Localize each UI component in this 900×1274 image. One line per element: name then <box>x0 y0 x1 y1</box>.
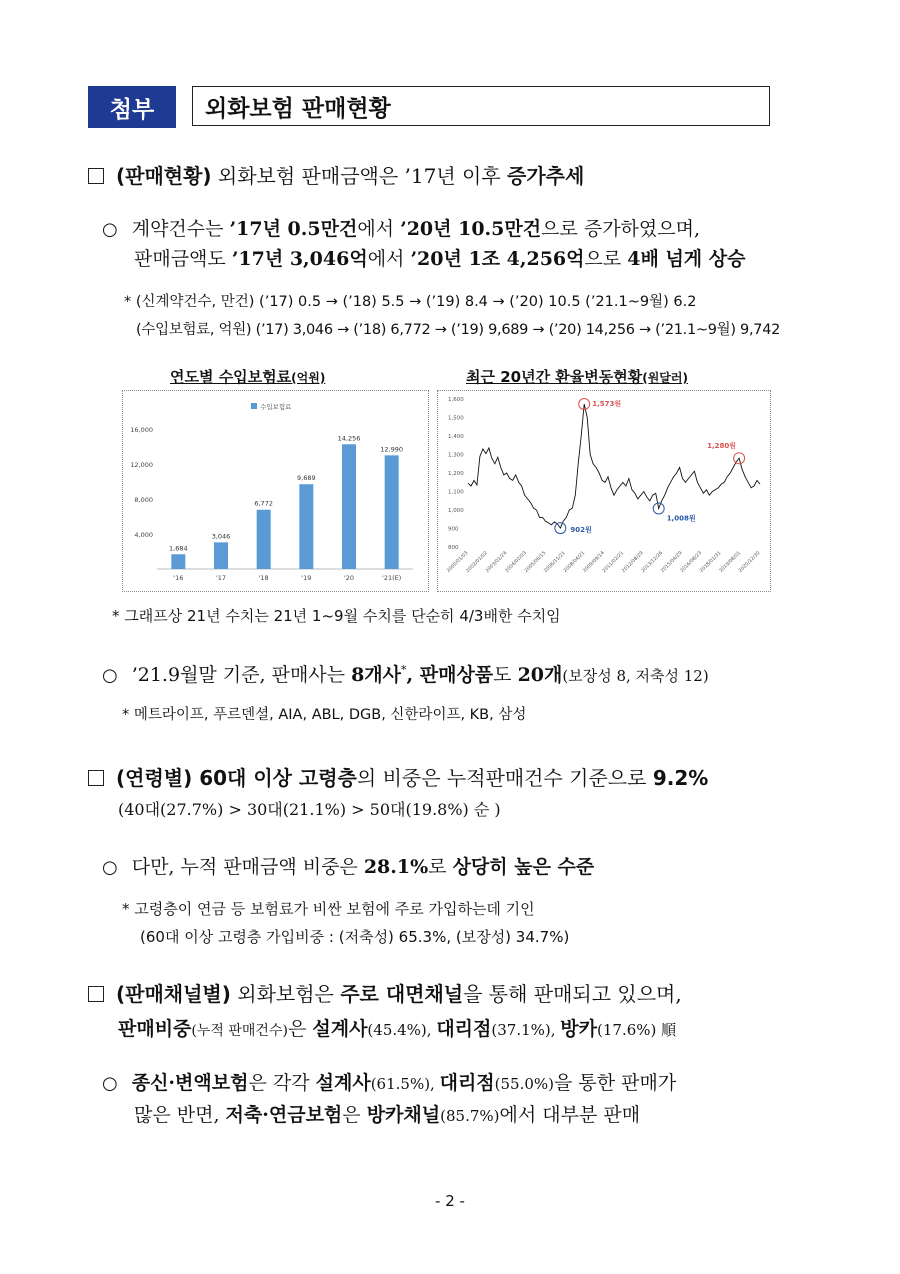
text: ’17년 3,046억 <box>231 248 368 270</box>
section2-note1: * 고령층이 연금 등 보험료가 비싼 보험에 주로 가입하는데 기인 <box>122 900 535 918</box>
x-tick-label: 2005/06/15 <box>524 550 548 574</box>
x-tick-label: '18 <box>258 574 269 582</box>
section1-item1-line2 <box>134 244 746 271</box>
text: 판매비중 <box>118 1018 192 1040</box>
section2-item <box>102 852 594 879</box>
bar <box>171 554 185 569</box>
text: 대리점 <box>439 1072 495 1094</box>
bar <box>342 444 356 569</box>
text: 설계사 <box>312 1018 368 1040</box>
y-tick-label: 1,300 <box>448 452 464 459</box>
bar <box>214 542 228 569</box>
y-tick-label: 12,000 <box>130 461 153 469</box>
text: 방카채널 <box>366 1104 441 1126</box>
y-tick-label: 4,000 <box>134 531 153 539</box>
text: ’21.9월말 기준, 판매사는 <box>131 664 352 686</box>
text: 계약건수는 <box>131 218 230 240</box>
section1-item2 <box>102 660 709 687</box>
bar <box>299 484 313 569</box>
x-tick-label: 2003/01/24 <box>485 550 509 574</box>
section2-heading-text: 의 비중은 누적판매건수 기준으로 <box>356 766 653 790</box>
x-tick-label: 2020/12/30 <box>738 550 762 574</box>
exchange-rate-line <box>468 404 760 528</box>
text: 외화보험은 <box>230 982 341 1006</box>
attachment-tag: 첨부 <box>88 86 176 128</box>
text: ’17년 0.5만건 <box>229 218 358 240</box>
text: (누적 판매건수) <box>191 1023 288 1039</box>
section3-item-line2 <box>134 1100 640 1127</box>
bar-chart-premium <box>122 390 429 592</box>
x-tick-label: '16 <box>173 574 184 582</box>
text: 은 <box>342 1104 367 1126</box>
text: 4배 넘게 상승 <box>627 248 746 270</box>
section2-note2: (60대 이상 고령층 가입비중 : (저축성) 65.3%, (보장성) 34.7%) <box>140 928 570 946</box>
text: 을 통해 판매되고 있으며, <box>463 982 682 1006</box>
y-tick-label: 800 <box>448 545 459 551</box>
bar-data-label: 9,689 <box>297 474 316 483</box>
text: 28.1% <box>363 856 429 878</box>
text: (45.4%), <box>367 1021 437 1039</box>
annotation-label: 902원 <box>570 526 592 535</box>
x-tick-label: '19 <box>301 574 312 582</box>
x-tick-label: 2006/11/21 <box>543 550 567 574</box>
text: 로 <box>428 856 453 878</box>
bar-data-label: 12,990 <box>380 445 404 454</box>
section3-heading <box>88 978 682 1007</box>
section1-note1: * (신계약건수, 만건) (’17) 0.5 → (’18) 5.5 → (’19) 8.4 → (’20) 10.5 (’21.1~9월) 6.2 <box>124 294 697 310</box>
bar-data-label: 1,684 <box>169 544 188 553</box>
text: (85.7%) <box>440 1107 500 1125</box>
x-tick-label: 2008/04/21 <box>563 550 587 574</box>
section2-heading-bold: (연령별) 60대 이상 고령층 <box>116 766 357 790</box>
section2-heading-emph: 9.2% <box>652 766 709 790</box>
text: (55.0%) <box>494 1075 555 1093</box>
text: (17.6%) 順 <box>597 1021 677 1039</box>
annotation-label: 1,280원 <box>707 442 737 451</box>
checkbox-icon <box>88 986 104 1002</box>
chart1-title <box>170 366 325 387</box>
section1-heading <box>88 160 584 189</box>
text: 설계사 <box>315 1072 371 1094</box>
chart1-title-text: 연도별 수입보험료 <box>170 368 292 386</box>
line-chart-exchange-rate <box>437 390 771 592</box>
y-tick-label: 1,000 <box>448 508 464 514</box>
section3-heading-bold: (판매채널별) <box>116 982 231 1006</box>
section3-item-line1 <box>102 1068 676 1095</box>
section1-item2-note: * 메트라이프, 푸르덴셜, AIA, ABL, DGB, 신한라이프, KB, 삼성 <box>122 707 527 723</box>
text: (37.1%), <box>491 1021 561 1039</box>
x-tick-label: '20 <box>343 574 355 582</box>
annotation-label: 1,573원 <box>592 399 622 408</box>
text: 에서 <box>357 218 401 240</box>
text: 대리점 <box>436 1018 492 1040</box>
circle-bullet-icon: ○ <box>102 219 118 240</box>
text: 상당히 높은 수준 <box>452 856 595 878</box>
text: 8개사 <box>351 664 401 686</box>
text: 에서 대부분 판매 <box>499 1104 641 1126</box>
text: ’20년 1조 4,256억 <box>410 248 585 270</box>
y-tick-label: 900 <box>448 526 459 533</box>
y-tick-label: 1,100 <box>448 489 464 496</box>
chart2-title-unit: (원달러) <box>642 371 688 385</box>
chart1-title-unit: (억원) <box>291 371 326 385</box>
text: , 판매상품 <box>406 664 494 686</box>
text: ’20년 10.5만건 <box>400 218 542 240</box>
circle-bullet-icon: ○ <box>102 857 118 878</box>
text: 다만, 누적 판매금액 비중은 <box>131 856 364 878</box>
section2-line2: (40대(27.7%) > 30대(21.1%) > 50대(19.8%) 순 ) <box>118 800 501 819</box>
line-chart-svg <box>438 391 770 591</box>
circle-bullet-icon: ○ <box>102 1073 118 1094</box>
y-tick-label: 1,500 <box>448 415 464 422</box>
checkbox-icon <box>88 770 104 786</box>
text: 을 통한 판매가 <box>554 1072 677 1094</box>
text: 방카 <box>560 1018 598 1040</box>
text: 도 <box>493 664 518 686</box>
x-tick-label: 2004/02/03 <box>504 550 528 574</box>
y-tick-label: 1,400 <box>448 434 464 440</box>
x-tick-label: 2012/08/29 <box>621 550 645 574</box>
y-tick-label: 8,000 <box>134 496 153 504</box>
x-tick-label: '17 <box>215 574 227 582</box>
text: 으로 <box>584 248 628 270</box>
section1-heading-emph: 증가추세 <box>507 164 585 188</box>
y-tick-label: 16,000 <box>130 426 153 434</box>
circle-bullet-icon: ○ <box>102 665 118 686</box>
section1-heading-text-a: 외화보험 판매금액 <box>211 164 379 188</box>
chart2-title <box>466 366 688 387</box>
bar-data-label: 14,256 <box>337 434 361 443</box>
chart2-title-text: 최근 20년간 환율변동현황 <box>466 368 643 386</box>
annotation-label: 1,008원 <box>666 514 696 523</box>
section1-heading-text-b: 은 ’17년 이후 <box>378 164 508 188</box>
legend-label: 수입보험료 <box>260 403 292 411</box>
text: 은 각각 <box>248 1072 316 1094</box>
bar-chart-svg <box>123 391 428 591</box>
x-tick-label: 2018/01/31 <box>699 550 723 574</box>
text: 저축·연금보험 <box>225 1104 343 1126</box>
x-tick-label: 2019/08/01 <box>718 550 742 574</box>
bar-data-label: 6,772 <box>254 499 273 508</box>
chart-footnote: * 그래프상 21년 수치는 21년 1~9월 수치를 단순히 4/3배한 수치임 <box>112 607 561 625</box>
text: 많은 반면, <box>134 1104 226 1126</box>
bar <box>257 510 271 569</box>
y-tick-label: 1,600 <box>448 397 464 403</box>
text: 판매금액도 <box>134 248 232 270</box>
text: 은 <box>287 1018 313 1040</box>
checkbox-icon <box>88 168 104 184</box>
section1-heading-bold: (판매현황) <box>116 164 212 188</box>
x-tick-label: 2011/02/21 <box>602 550 626 574</box>
text: 으로 증가하였으며, <box>541 218 701 240</box>
page-number: - 2 - <box>435 1192 465 1210</box>
text: 종신·변액보험 <box>131 1072 249 1094</box>
text: (61.5%), <box>370 1075 440 1093</box>
section2-heading <box>88 762 708 791</box>
section1-note2: (수입보험료, 억원) (’17) 3,046 → (’18) 6,772 → (’19) 9,689 → (’20) 14,256 → (’21.1~9월) 9,742 <box>136 322 781 338</box>
bar <box>385 455 399 569</box>
text: 20개 <box>517 664 563 686</box>
x-tick-label: 2002/01/02 <box>465 550 489 574</box>
x-tick-label: 2009/09/14 <box>582 550 606 574</box>
text: 주로 대면채널 <box>340 982 464 1006</box>
x-tick-label: 2000/01/03 <box>446 550 470 574</box>
x-tick-label: 2013/12/26 <box>640 550 665 574</box>
bar-data-label: 3,046 <box>211 532 231 541</box>
text: 에서 <box>367 248 411 270</box>
text: * <box>401 663 407 677</box>
text: (보장성 8, 저축성 12) <box>562 667 709 685</box>
legend-swatch <box>251 403 257 409</box>
x-tick-label: '21(E) <box>382 574 402 582</box>
x-tick-label: 2016/08/23 <box>679 550 704 574</box>
page-title: 외화보험 판매현황 <box>192 86 770 126</box>
section1-item1-line1 <box>102 214 700 241</box>
y-tick-label: 1,200 <box>448 471 464 477</box>
section3-line2 <box>118 1014 676 1041</box>
x-tick-label: 2015/04/29 <box>660 550 684 574</box>
